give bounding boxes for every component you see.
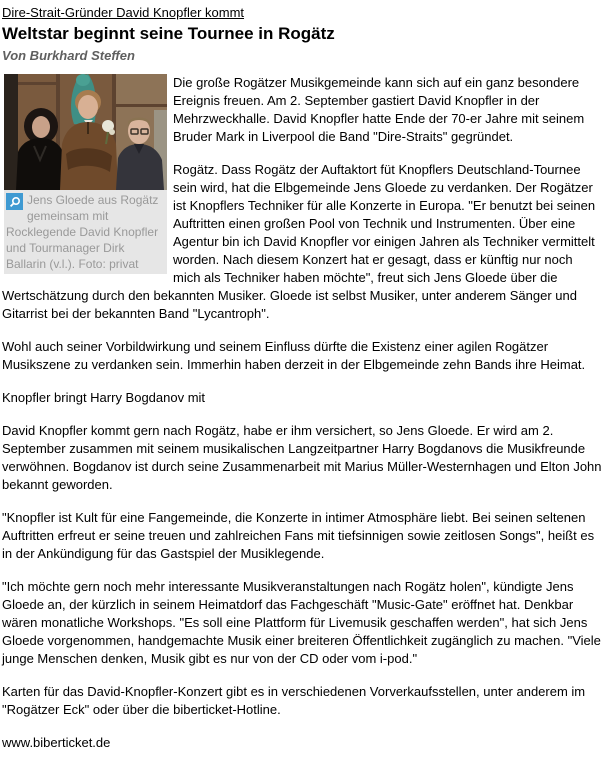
paragraph-musikszene: Wohl auch seiner Vorbildwirkung und seinem Einfluss dürfte die Existenz einer agilen Rogätzer Musikszene zu verdanken sein. Immerhin haben derzeit in der Elbgemeinde zehn Bands ihre Heimat. [2,339,586,372]
page-title: Weltstar beginnt seine Tournee in Rogätz [2,24,335,43]
ticket-url: www.biberticket.de [2,735,111,750]
subhead: Knopfler bringt Harry Bogdanov mit [2,390,206,405]
photo-caption-text: Jens Gloede aus Rogätz gemeinsam mit Rocklegende David Knopfler und Tourmanager Dirk Ballarin (v.l.). Foto: privat [6,193,159,271]
paragraph-bogdanov: David Knopfler kommt gern nach Rogätz, habe er ihm versichert, so Jens Gloede. Er wird am 2. September zusammen mit seinem musikalischen Langzeitpartner Harry Bogdanovs die Musikfreunde verwöhnen. Bogdanov ist durch seine Zusammenarbeit mit Marius Müller-Westernhagen und Elton John bekannt geworden. [2,423,602,492]
photo-caption [4,190,167,274]
paragraph-intro: Die große Rogätzer Musikgemeinde kann sich auf ein ganz besondere Ereignis freuen. Am 2. September gastiert David Knopfler in der Mehrzweckhalle. David Knopfler hatte Ende der 70-er Jahre mit seinem Bruder Mark in Liverpool die Band "Dire-Straits" gegründet. [173,75,585,144]
paragraph-karten: Karten für das David-Knopfler-Konzert gibt es in verschiedenen Vorverkaufsstellen, unter anderem im "Rogätzer Eck" oder über die biberticket-Hotline. [2,684,586,717]
paragraph-musicgate: "Ich möchte gern noch mehr interessante Musikveranstaltungen nach Rogätz holen", kündigte Jens Gloede an, der kürzlich in seinem Heimatdorf das Fachgeschäft "Music-Gate" eröffnet hat. Denkbar wären monatliche Workshops. "Es soll eine Plattform für Livemusik geschaffen werden", hat sich Jens Gloede vorgenommen, handgemachte Musik einer breiteren Öffentlichkeit zugänglich zu machen. "Viele junge Menschen denken, Musik gibt es nur von der CD oder vom i-pod." [2,579,601,666]
paragraph-rogaetz: Rogätz. Dass Rogätz der Auftaktort füt Knopflers Deutschland-Tournee sein wird, hat die Elbgemeinde Jens Gloede zu verdanken. Der Rogätzer ist Knopflers Techniker für alle Konzerte in Europa. "Er benutzt bei seinen Auftritten einen großen Pool von Technik und Instrumenten. Über eine Agentur bin ich David Knopfler vor einigen Jahren als Techniker vermittelt worden. Nach diesem Konzert hat er gesagt, dass er künftig nur noch mich als Techniker haben möchte", freut sich Jens Gloede über die Wertschätzung durch den bekannten Musiker. Gloede ist selbst Musiker, unter anderem Sänger und Gitarrist bei der bekannten Band "Lycantroph". [2,162,596,321]
article-figure [4,74,167,274]
article-body [2,74,603,752]
magnifier-icon[interactable] [6,193,23,210]
paragraph-kult: "Knopfler ist Kult für eine Fangemeinde, die Konzerte in intimer Atmosphäre liebt. Bei seinen seltenen Auftritten erfreut er seine treuen und zahlreichen Fans mit tiefsinnigen sowie zeitlosen Songs", heißt es in der Ankündigung für das Gastspiel der Musiklegende. [2,510,595,561]
article-photo[interactable] [4,74,167,190]
byline: Von Burkhard Steffen [2,48,135,63]
kicker-link[interactable]: Dire-Strait-Gründer David Knopfler kommt [2,5,245,20]
